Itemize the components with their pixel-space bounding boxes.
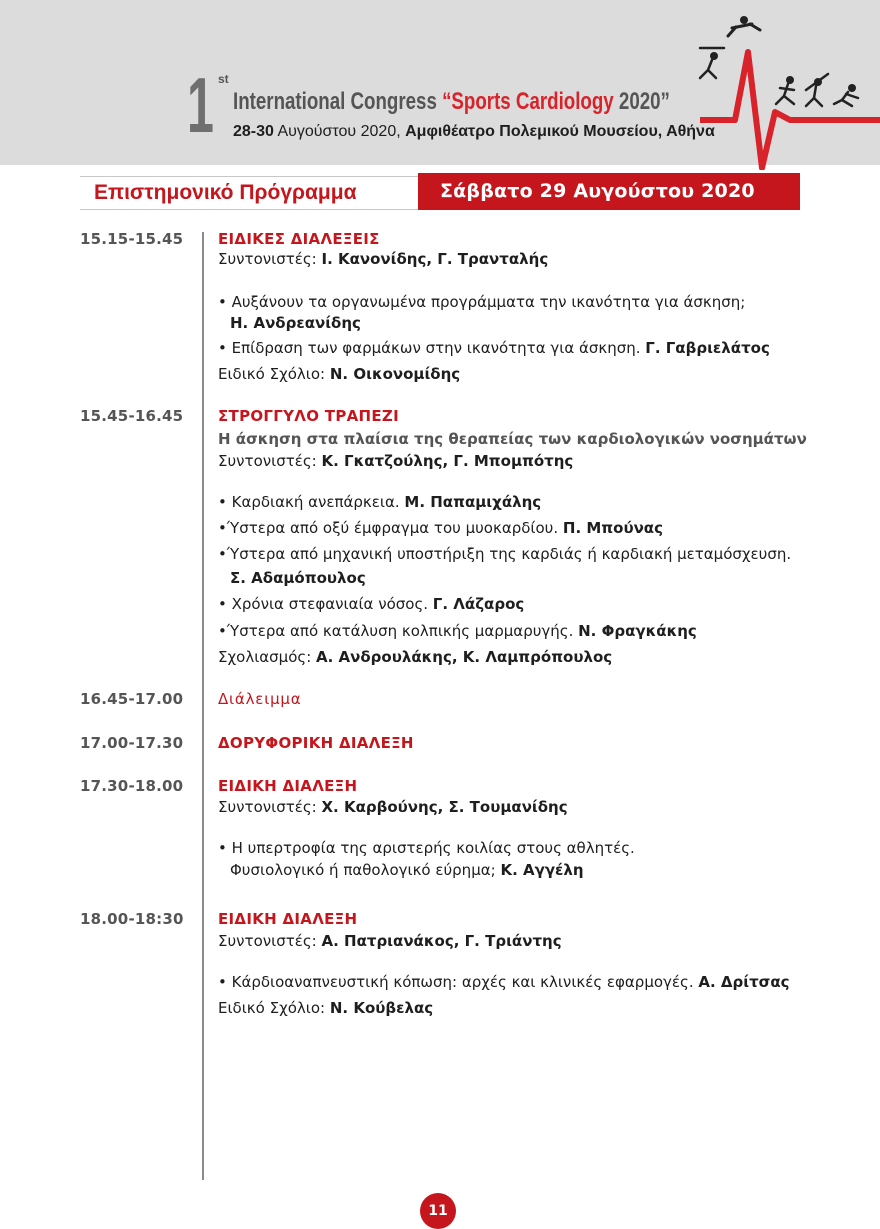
- day-title: Σάββατο 29 Αυγούστου 2020: [440, 180, 755, 202]
- session-coordinators: [218, 797, 568, 817]
- talk-item: [218, 594, 524, 614]
- page-number: 11: [420, 1193, 456, 1229]
- session-time: 18.00-18:30: [80, 910, 184, 928]
- session-title: ΕΙΔΙΚΗ ΔΙΑΛΕΞΗ: [218, 910, 358, 928]
- coordinators-names: Ι. Κανονίδης, Γ. Τρανταλής: [321, 250, 549, 268]
- talk-speaker: Μ. Παπαμιχάλης: [404, 493, 542, 511]
- session-time: 15.15-15.45: [80, 230, 184, 248]
- congress-ordinal: 1: [187, 61, 214, 149]
- session-time: 17.30-18.00: [80, 777, 184, 795]
- sprinter-icon: [834, 84, 858, 106]
- talk-title: Φυσιολογικό ή παθολογικό εύρημα;: [230, 861, 501, 879]
- note-label: Σχολιασμός:: [218, 648, 317, 666]
- session-time: 15.45-16.45: [80, 407, 184, 425]
- pole-vaulter-icon: [700, 48, 724, 78]
- talk-item: [218, 621, 697, 641]
- break-label: Διάλειμμα: [218, 690, 302, 708]
- session-time: 17.00-17.30: [80, 734, 184, 752]
- coordinators-label: Συντονιστές:: [218, 452, 322, 470]
- talk-item: • Αυξάνουν τα οργανωμένα προγράμματα την ικανότητα για άσκηση;: [218, 293, 746, 311]
- coordinators-label: Συντονιστές:: [218, 932, 322, 950]
- header-band: [0, 0, 880, 165]
- talk-speaker: Π. Μπούνας: [562, 519, 664, 537]
- coordinators-label: Συντονιστές:: [218, 250, 322, 268]
- high-jumper-icon: [728, 16, 760, 36]
- session-note: [218, 998, 433, 1018]
- session-coordinators: [218, 451, 573, 471]
- talk-title: • Χρόνια στεφανιαία νόσος.: [218, 595, 433, 613]
- note-label: Ειδικό Σχόλιο:: [218, 365, 330, 383]
- talk-title: •Ύστερα από κατάλυση κολπικής μαρμαρυγής.: [218, 622, 579, 640]
- note-label: Ειδικό Σχόλιο:: [218, 999, 330, 1017]
- coordinators-names: Χ. Καρβούνης, Σ. Τουμανίδης: [321, 798, 568, 816]
- session-subtitle: Η άσκηση στα πλαίσια της θεραπείας των καρδιολογικών νοσημάτων: [218, 430, 807, 448]
- dates-month: Αυγούστου 2020,: [273, 123, 406, 140]
- dates-days: 28-30: [233, 123, 274, 140]
- session-note: [218, 364, 460, 384]
- talk-speaker: Κ. Αγγέλη: [500, 861, 584, 879]
- talk-title: • Καρδιακή ανεπάρκεια.: [218, 493, 405, 511]
- talk-item: [218, 338, 770, 358]
- venue: Αμφιθέατρο Πολεμικού Μουσείου,: [405, 123, 667, 140]
- talk-speaker: Η. Ανδρεανίδης: [230, 314, 361, 332]
- javelin-thrower-icon: [806, 74, 828, 106]
- runner-icon: [776, 76, 794, 104]
- session-title: ΣΤΡΟΓΓΥΛΟ ΤΡΑΠΕΖΙ: [218, 407, 399, 425]
- program-banner: [80, 176, 418, 210]
- city: Αθήνα: [666, 123, 715, 140]
- congress-year: 2020”: [618, 88, 670, 115]
- congress-prefix: International Congress: [233, 88, 437, 115]
- talk-item: [218, 492, 541, 512]
- coordinators-names: Α. Πατριανάκος, Γ. Τριάντης: [321, 932, 562, 950]
- session-title: ΔΟΡΥΦΟΡΙΚΗ ΔΙΑΛΕΞΗ: [218, 734, 414, 752]
- talk-speaker: Σ. Αδαμόπουλος: [230, 569, 366, 587]
- note-names: Ν. Οικονομίδης: [329, 365, 461, 383]
- session-note: [218, 647, 612, 667]
- talk-speaker: Γ. Γαβριελάτος: [645, 339, 770, 357]
- session-title: ΕΙΔΙΚΕΣ ΔΙΑΛΕΞΕΙΣ: [218, 230, 380, 248]
- coordinators-label: Συντονιστές:: [218, 798, 322, 816]
- program-title: Επιστημονικό Πρόγραμμα: [94, 181, 357, 204]
- timeline-divider: [202, 232, 204, 1180]
- congress-ordinal-suffix: st: [218, 72, 229, 86]
- talk-item: • Η υπερτροφία της αριστερής κοιλίας στους αθλητές.: [218, 839, 635, 857]
- talk-speaker: Ν. Φραγκάκης: [578, 622, 697, 640]
- ecg-athletes-graphic: [0, 0, 880, 170]
- talk-item: [218, 972, 790, 992]
- talk-item: [218, 518, 663, 538]
- note-names: Α. Ανδρουλάκης, Κ. Λαμπρόπουλος: [316, 648, 613, 666]
- day-banner: [418, 173, 800, 210]
- talk-item: •Ύστερα από μηχανική υποστήριξη της καρδιάς ή καρδιακή μεταμόσχευση.: [218, 545, 792, 563]
- talk-speaker: Γ. Λάζαρος: [432, 595, 525, 613]
- session-coordinators: [218, 249, 548, 269]
- congress-name: “Sports Cardiology: [442, 88, 614, 115]
- coordinators-names: Κ. Γκατζούλης, Γ. Μπομπότης: [321, 452, 574, 470]
- session-title: ΕΙΔΙΚΗ ΔΙΑΛΕΞΗ: [218, 777, 358, 795]
- ecg-trace: [700, 52, 880, 168]
- talk-title: •Ύστερα από οξύ έμφραγμα του μυοκαρδίου.: [218, 519, 563, 537]
- session-coordinators: [218, 931, 562, 951]
- talk-item-continuation: [230, 860, 584, 880]
- note-names: Ν. Κούβελας: [329, 999, 434, 1017]
- session-time: 16.45-17.00: [80, 690, 184, 708]
- talk-title: • Επίδραση των φαρμάκων στην ικανότητα για άσκηση.: [218, 339, 646, 357]
- talk-speaker: Α. Δρίτσας: [698, 973, 790, 991]
- talk-title: • Κάρδιοαναπνευστική κόπωση: αρχές και κλινικές εφαρμογές.: [218, 973, 699, 991]
